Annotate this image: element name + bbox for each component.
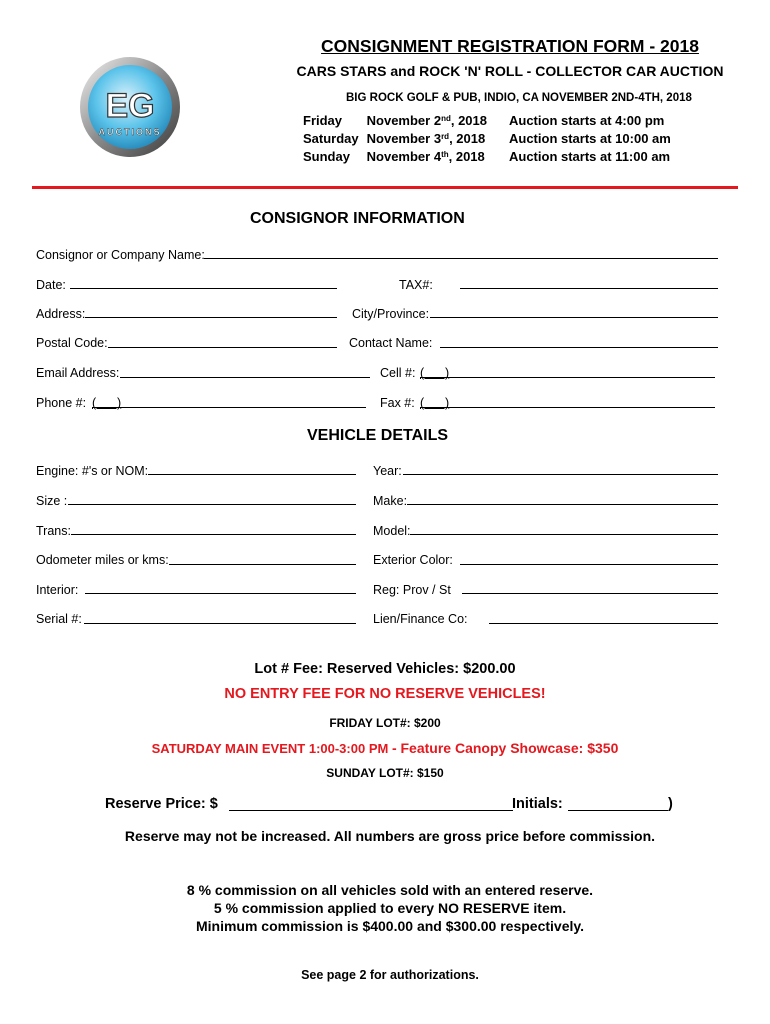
- lien-label: Lien/Finance Co:: [373, 612, 468, 626]
- lot-fee: Lot # Fee: Reserved Vehicles: $200.00: [254, 661, 516, 677]
- model-field[interactable]: [410, 534, 718, 535]
- initials-close-paren: ): [668, 796, 673, 812]
- schedule-row-friday: [303, 112, 679, 130]
- initials-field[interactable]: [568, 810, 668, 811]
- city-label: City/Province:: [352, 307, 430, 321]
- serial-field[interactable]: [84, 623, 356, 624]
- reg-field[interactable]: [462, 593, 718, 594]
- schedule-date: November 4th, 2018: [366, 149, 485, 164]
- year-field[interactable]: [403, 474, 718, 475]
- address-field[interactable]: [85, 317, 337, 318]
- schedule-start: Auction starts at 10:00 am: [509, 131, 671, 146]
- reserve-price-label: Reserve Price: $: [105, 796, 218, 812]
- date-field[interactable]: [70, 288, 337, 289]
- sunday-lot-fee: SUNDAY LOT#: $150: [326, 766, 444, 780]
- vehicle-heading: VEHICLE DETAILS: [307, 427, 449, 444]
- cell-label: Cell #:: [380, 366, 416, 380]
- phone-field[interactable]: [92, 407, 366, 408]
- exterior-field[interactable]: [460, 564, 718, 565]
- cell-area-code: ( ): [420, 366, 450, 380]
- saturday-lot-fee: [0, 740, 770, 756]
- city-field[interactable]: [430, 317, 718, 318]
- event-subtitle: CARS STARS and ROCK 'N' ROLL - COLLECTOR CAR AUCTION: [296, 63, 724, 79]
- fax-field[interactable]: [420, 407, 715, 408]
- commission-no-reserve: 5 % commission applied to every NO RESERVE item.: [213, 900, 567, 916]
- engine-field[interactable]: [148, 474, 356, 475]
- contact-field[interactable]: [440, 347, 718, 348]
- schedule-day: Friday: [303, 113, 343, 128]
- reserve-price-field[interactable]: [229, 810, 513, 811]
- reg-label: Reg: Prov / St: [373, 583, 451, 597]
- schedule-date: November 2nd, 2018: [366, 113, 487, 128]
- tax-label: TAX#:: [399, 278, 433, 292]
- svg-text:EG: EG: [105, 87, 155, 125]
- reserve-note: Reserve may not be increased. All numbers are gross price before commission.: [124, 828, 656, 844]
- postal-field[interactable]: [108, 347, 337, 348]
- contact-label: Contact Name:: [349, 336, 433, 350]
- no-entry-fee-notice: NO ENTRY FEE FOR NO RESERVE VEHICLES!: [224, 686, 546, 702]
- model-label: Model:: [373, 524, 411, 538]
- email-label: Email Address:: [36, 366, 120, 380]
- auction-schedule: [303, 112, 679, 166]
- schedule-start: Auction starts at 11:00 am: [509, 149, 671, 164]
- commission-minimum: Minimum commission is $400.00 and $300.00 respectively.: [195, 918, 585, 934]
- saturday-canopy-showcase: - Feature Canopy Showcase: $350: [391, 740, 619, 756]
- initials-label: Initials:: [512, 796, 563, 812]
- schedule-date: November 3rd, 2018: [366, 131, 486, 146]
- interior-field[interactable]: [85, 593, 356, 594]
- fax-area-code: ( ): [420, 396, 450, 410]
- form-title: CONSIGNMENT REGISTRATION FORM - 2018: [321, 36, 699, 56]
- trans-field[interactable]: [71, 534, 356, 535]
- year-label: Year:: [373, 464, 402, 478]
- schedule-day: Sunday: [303, 149, 350, 164]
- exterior-label: Exterior Color:: [373, 553, 453, 567]
- svg-text:AUCTIONS: AUCTIONS: [98, 127, 162, 137]
- schedule-row-sunday: [303, 148, 679, 166]
- tax-field[interactable]: [460, 288, 718, 289]
- make-field[interactable]: [407, 504, 718, 505]
- schedule-row-saturday: [303, 130, 679, 148]
- odometer-label: Odometer miles or kms:: [36, 553, 169, 567]
- make-label: Make:: [373, 494, 408, 508]
- company-logo: [78, 55, 182, 159]
- size-field[interactable]: [68, 504, 356, 505]
- schedule-day: Saturday: [303, 131, 359, 146]
- cell-field[interactable]: [420, 377, 715, 378]
- odometer-field[interactable]: [169, 564, 356, 565]
- size-label: Size :: [36, 494, 68, 508]
- consignor-heading: CONSIGNOR INFORMATION: [250, 210, 465, 227]
- engine-label: Engine: #'s or NOM:: [36, 464, 149, 478]
- venue-line: BIG ROCK GOLF & PUB, INDIO, CA NOVEMBER 2ND-4TH, 2018: [346, 92, 692, 104]
- serial-label: Serial #:: [36, 612, 82, 626]
- consignor-name-field[interactable]: [204, 258, 718, 259]
- schedule-start: Auction starts at 4:00 pm: [509, 113, 665, 128]
- lien-field[interactable]: [489, 623, 718, 624]
- friday-lot-fee: FRIDAY LOT#: $200: [329, 716, 441, 730]
- email-field[interactable]: [120, 377, 370, 378]
- trans-label: Trans:: [36, 524, 71, 538]
- phone-label: Phone #:: [36, 396, 87, 410]
- fax-label: Fax #:: [380, 396, 415, 410]
- header-divider: [32, 186, 738, 189]
- interior-label: Interior:: [36, 583, 79, 597]
- commission-reserve: 8 % commission on all vehicles sold with an entered reserve.: [186, 882, 594, 898]
- postal-label: Postal Code:: [36, 336, 108, 350]
- date-label: Date:: [36, 278, 66, 292]
- saturday-main-event: SATURDAY MAIN EVENT 1:00-3:00 PM: [151, 741, 389, 756]
- phone-area-code: ( ): [92, 396, 122, 410]
- address-label: Address:: [36, 307, 86, 321]
- consignor-name-label: Consignor or Company Name:: [36, 248, 205, 262]
- see-page-2: See page 2 for authorizations.: [301, 968, 479, 982]
